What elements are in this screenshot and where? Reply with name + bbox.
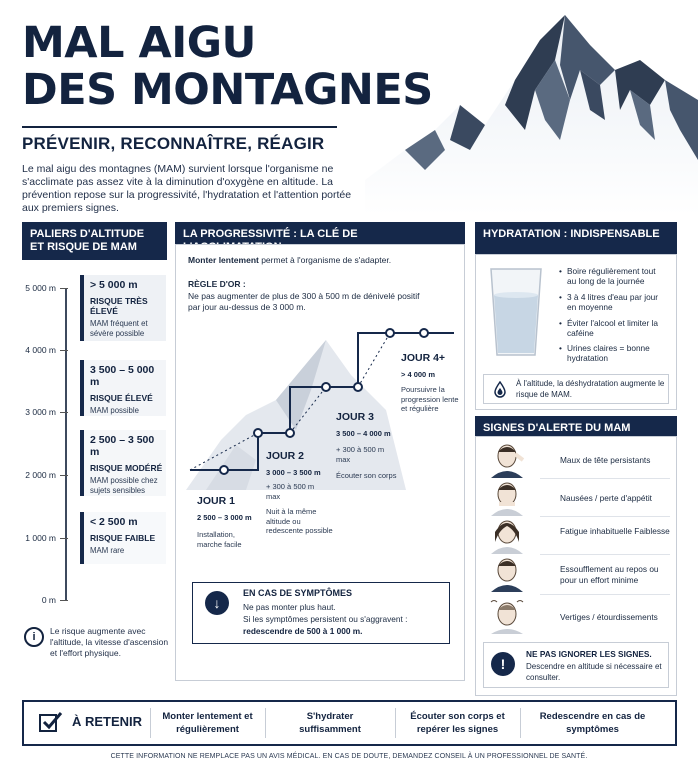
dizziness-person-icon xyxy=(485,598,531,634)
headache-person-icon xyxy=(485,442,531,478)
progress-intro: Monter lentement permet à l'organisme de s'adapter. xyxy=(188,255,392,265)
axis-tick xyxy=(60,538,68,539)
band-range: < 2 500 m xyxy=(90,516,138,528)
retain-item: S'hydrater suffisamment xyxy=(299,711,361,735)
band-note: MAM fréquent et sévère possible xyxy=(90,319,148,338)
arrow-down-icon: ↓ xyxy=(205,591,229,615)
fatigue-person-icon xyxy=(485,518,531,554)
retain-divider xyxy=(520,708,521,738)
day-3-title: JOUR 3 xyxy=(336,411,374,423)
axis-label: 3 000 m xyxy=(25,407,56,417)
day-3-gain: + 300 à 500 m max xyxy=(336,445,385,464)
axis-tick xyxy=(60,600,68,601)
altitude-band xyxy=(80,430,166,496)
day-3-altitude: 3 500 – 4 000 m xyxy=(336,429,391,438)
band-range: 3 500 – 5 000 m xyxy=(90,364,155,388)
hydration-bullet: • Boire régulièrement tout au long de la journée xyxy=(567,266,667,286)
day-1-note: Installation, marche facile xyxy=(197,530,242,549)
sign-divider xyxy=(540,594,670,595)
axis-tick xyxy=(60,412,68,413)
sign-divider xyxy=(540,516,670,517)
sign-divider xyxy=(540,478,670,479)
day-4-title: JOUR 4+ xyxy=(401,352,446,364)
axis-tick xyxy=(60,350,68,351)
band-range: > 5 000 m xyxy=(90,279,138,291)
day-2-gain: + 300 à 500 m max xyxy=(266,482,315,501)
warning-text: Descendre en altitude si nécessaire et consulter. xyxy=(526,662,662,682)
retain-divider xyxy=(395,708,396,738)
hydration-note-box xyxy=(483,374,669,404)
hydration-bullet: • Urines claires = bonne hydratation xyxy=(567,343,667,363)
axis-label: 4 000 m xyxy=(25,345,56,355)
mountain-illustration xyxy=(365,10,698,215)
altitude-panel-header: PALIERS D'ALTITUDE ET RISQUE DE MAM xyxy=(22,222,167,260)
sign-text: Essoufflement au repos ou pour un effort minime xyxy=(560,564,659,585)
sign-text: Fatigue inhabituelle Faiblesse xyxy=(560,526,670,536)
symptoms-title: EN CAS DE SYMPTÔMES xyxy=(243,588,353,598)
axis-label: 1 000 m xyxy=(25,533,56,543)
sign-text: Nausées / perte d'appétit xyxy=(560,493,652,503)
band-note: MAM possible chez sujets sensibles xyxy=(90,476,158,495)
axis-label: 2 000 m xyxy=(25,470,56,480)
hydration-bullet: • Éviter l'alcool et limiter la caféine xyxy=(567,318,667,338)
day-3-note: Écouter son corps xyxy=(336,471,397,480)
exclamation-icon: ! xyxy=(491,652,515,676)
retain-item: Redescendre en cas de symptômes xyxy=(539,711,646,735)
altitude-band xyxy=(80,512,166,564)
axis-label: 0 m xyxy=(41,595,56,605)
retain-label: À RETENIR xyxy=(72,714,143,729)
axis-tick xyxy=(60,475,68,476)
sign-text: Vertiges / étourdissements xyxy=(560,612,658,622)
day-4-altitude: > 4 000 m xyxy=(401,370,435,379)
symptoms-box xyxy=(192,582,450,644)
band-risk: RISQUE ÉLEVÉ xyxy=(90,393,153,403)
day-1-altitude: 2 500 – 3 000 m xyxy=(197,513,252,522)
hydration-bullet: • 3 à 4 litres d'eau par jour en moyenne xyxy=(567,292,667,312)
title-line-2: DES MONTAGNES xyxy=(22,65,433,115)
altitude-band xyxy=(80,360,166,416)
symptoms-line-3: redescendre de 500 à 1 000 m. xyxy=(243,626,363,636)
altitude-band xyxy=(80,275,166,341)
day-2-altitude: 3 000 – 3 500 m xyxy=(266,468,321,477)
retain-divider xyxy=(265,708,266,738)
ascent-staircase-diagram xyxy=(176,320,464,520)
retain-item: Écouter son corps et repérer les signes xyxy=(410,711,505,735)
day-2-title: JOUR 2 xyxy=(266,450,304,462)
checkbox-check-icon xyxy=(38,710,64,734)
retain-divider xyxy=(150,708,151,738)
title-divider xyxy=(22,126,337,128)
page-subtitle: PRÉVENIR, RECONNAÎTRE, RÉAGIR xyxy=(22,134,325,153)
retain-item: Monter lentement et régulièrement xyxy=(162,711,253,735)
hydration-note: À l'altitude, la déshydratation augmente le risque de MAM. xyxy=(516,379,665,399)
axis-label: 5 000 m xyxy=(25,283,56,293)
info-icon: i xyxy=(24,627,44,647)
glass-of-water-icon xyxy=(487,265,545,361)
symptoms-line-1: Ne pas monter plus haut. xyxy=(243,602,336,612)
sign-text: Maux de tête persistants xyxy=(560,455,651,465)
band-risk: RISQUE TRÈS ÉLEVÉ xyxy=(90,296,148,316)
signs-panel-header: SIGNES D'ALERTE DU MAM xyxy=(475,416,677,436)
band-note: MAM possible xyxy=(90,406,139,415)
day-2-note: Nuit à la même altitude ou redescente possible xyxy=(266,507,333,535)
footer-disclaimer: CETTE INFORMATION NE REMPLACE PAS UN AVIS MÉDICAL. EN CAS DE DOUTE, DEMANDEZ CONSEIL À UN PROFESSIONNEL DE SANTÉ. xyxy=(110,753,588,760)
band-note: MAM rare xyxy=(90,546,125,555)
warning-box xyxy=(483,642,669,688)
altitude-axis-line xyxy=(65,288,67,600)
symptoms-line-2: Si les symptômes persistent ou s'aggravent : xyxy=(243,614,408,624)
day-1-title: JOUR 1 xyxy=(197,495,235,507)
hydration-panel-header: HYDRATATION : INDISPENSABLE xyxy=(475,222,677,254)
rule-title: RÈGLE D'OR : xyxy=(188,279,246,289)
day-4-note: Poursuivre la progression lente et régulière xyxy=(401,385,459,413)
progress-panel-header: LA PROGRESSIVITÉ : LA CLÉ DE L'ACCLIMATATION xyxy=(175,222,465,244)
altitude-footnote: Le risque augmente avec l'altitude, la vitesse d'ascension et l'effort physique. xyxy=(50,626,169,658)
rule-text: Ne pas augmenter de plus de 300 à 500 m de dénivelé positif par jour au-dessus de 3 000 m. xyxy=(188,291,420,312)
water-drop-icon xyxy=(494,381,506,398)
band-risk: RISQUE FAIBLE xyxy=(90,533,156,543)
axis-tick xyxy=(60,288,68,289)
breathless-person-icon xyxy=(485,556,531,592)
band-range: 2 500 – 3 500 m xyxy=(90,434,155,458)
band-risk: RISQUE MODÉRÉ xyxy=(90,463,163,473)
title-line-1: MAL AIGU xyxy=(22,18,256,68)
nausea-person-icon xyxy=(485,480,531,516)
intro-text: Le mal aigu des montagnes (MAM) survient lorsque l'organisme ne s'acclimate pas assez vite à la diminution d'oxygène en altitude. La prévention repose sur la progressivité, l'hydratation et l'attention portée aux premiers signes. xyxy=(22,163,352,214)
sign-divider xyxy=(540,554,670,555)
warning-title: NE PAS IGNORER LES SIGNES. xyxy=(526,649,652,659)
